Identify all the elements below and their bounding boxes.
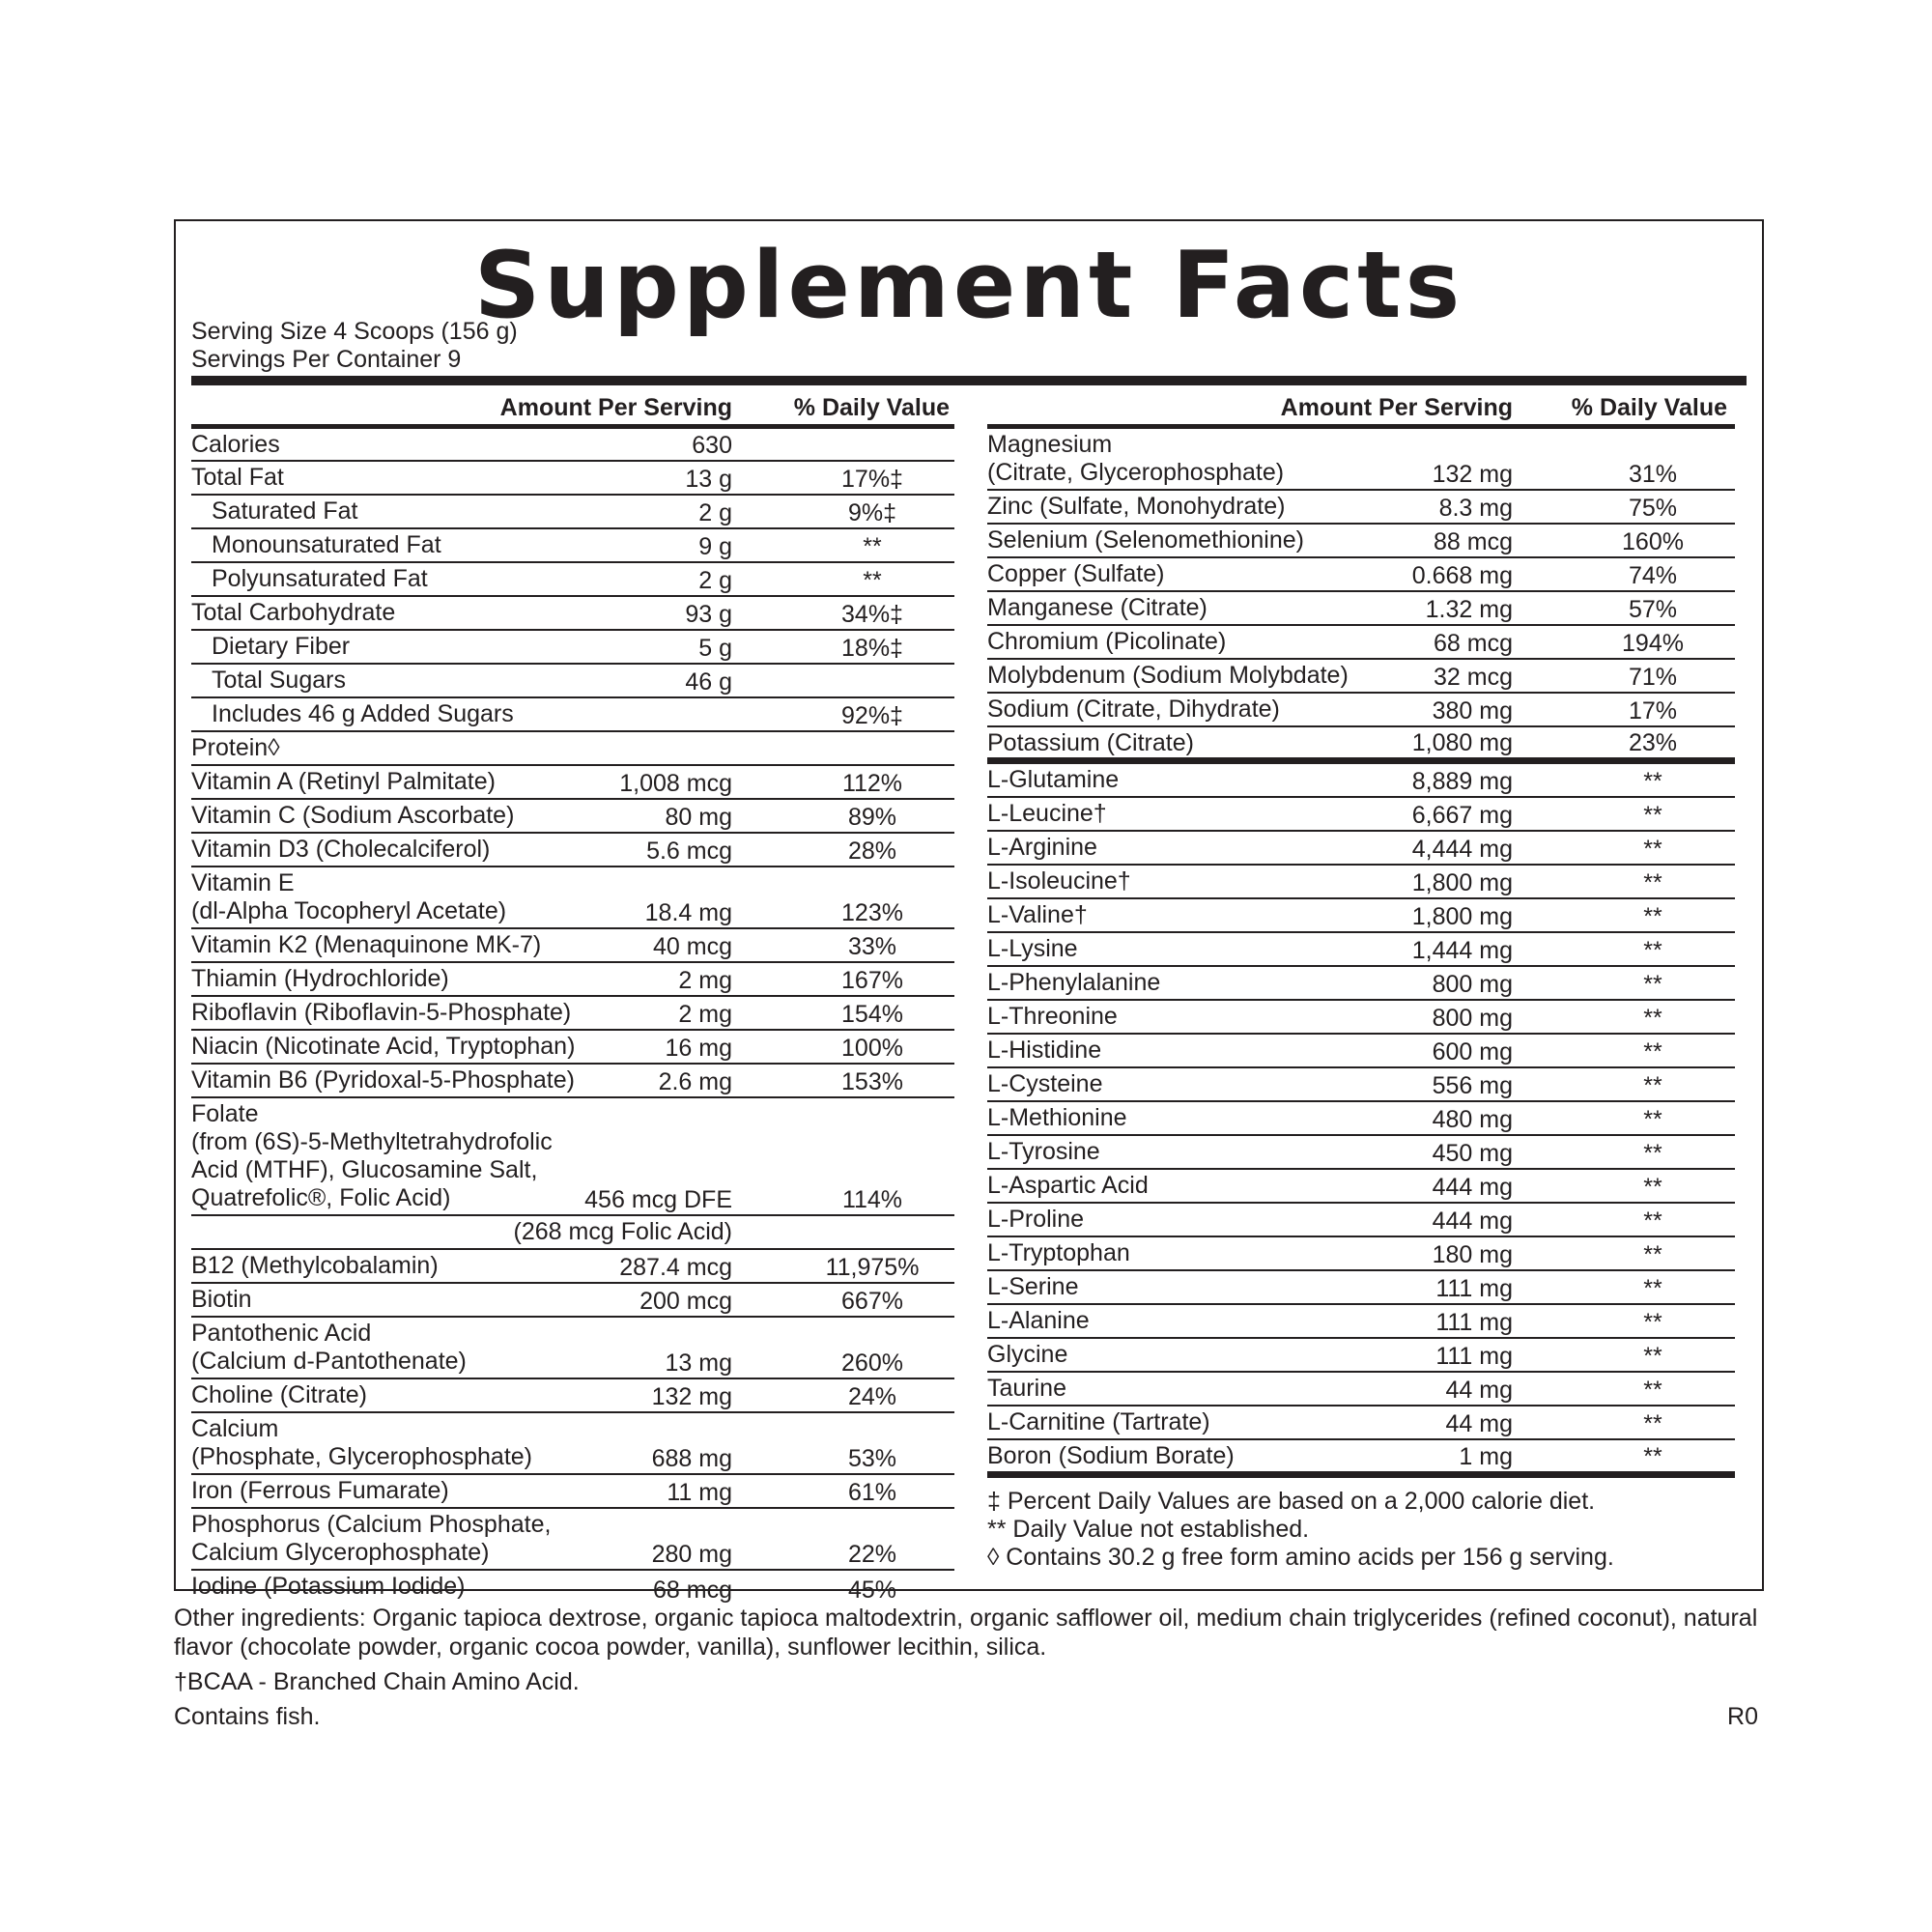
nutrient-amount: 200 mcg xyxy=(639,1288,732,1315)
nutrient-row xyxy=(987,1035,1735,1068)
nutrient-name: Vitamin B6 (Pyridoxal-5-Phosphate) xyxy=(191,1066,575,1094)
nutrient-row xyxy=(987,429,1735,491)
nutrient-name: L-Leucine† xyxy=(987,800,1107,827)
nutrient-amount: 6,667 mg xyxy=(1411,802,1513,829)
nutrient-daily-value: ** xyxy=(1643,869,1662,896)
nutrient-daily-value: ** xyxy=(1643,1038,1662,1065)
nutrient-name: Taurine xyxy=(987,1375,1066,1402)
nutrient-amount: 40 mcg xyxy=(653,933,732,960)
nutrient-row xyxy=(191,732,954,766)
nutrient-daily-value: 53% xyxy=(847,1445,897,1472)
supplement-facts-panel xyxy=(174,219,1764,1604)
nutrient-amount: 1,444 mg xyxy=(1411,937,1513,964)
nutrient-row xyxy=(987,1339,1735,1373)
nutrient-daily-value: ** xyxy=(863,533,882,560)
left-column xyxy=(191,391,954,1605)
nutrient-row xyxy=(987,558,1735,592)
nutrient-row xyxy=(987,933,1735,967)
nutrient-daily-value: ** xyxy=(1643,1443,1662,1470)
nutrient-row xyxy=(987,1001,1735,1035)
nutrient-daily-value: 114% xyxy=(841,1186,903,1213)
nutrient-daily-value: ** xyxy=(1643,1275,1662,1302)
nutrient-amount: 44 mg xyxy=(1445,1410,1513,1437)
nutrient-row xyxy=(191,800,954,834)
nutrient-name: Selenium (Selenomethionine) xyxy=(987,526,1304,554)
nutrient-amount: 8.3 mg xyxy=(1438,495,1513,522)
nutrient-row xyxy=(191,1379,954,1413)
nutrient-name: Biotin xyxy=(191,1286,252,1313)
nutrient-daily-value: 33% xyxy=(847,933,897,960)
nutrient-name: L-Glutamine xyxy=(987,766,1120,793)
footnotes xyxy=(987,1488,1735,1572)
dv-header: % Daily Value xyxy=(1571,394,1727,421)
nutrient-amount: 480 mg xyxy=(1432,1106,1513,1133)
nutrient-name: Glycine xyxy=(987,1341,1068,1368)
nutrient-name: L-Threonine xyxy=(987,1003,1118,1030)
nutrient-amount: 800 mg xyxy=(1432,1005,1513,1032)
nutrient-row xyxy=(191,462,954,496)
nutrient-amount: 132 mg xyxy=(1432,461,1513,488)
nutrient-row xyxy=(191,1065,954,1098)
nutrient-daily-value: 22% xyxy=(847,1541,897,1568)
nutrient-name: Boron (Sodium Borate) xyxy=(987,1442,1235,1469)
nutrient-daily-value: ** xyxy=(1643,836,1662,863)
left-header xyxy=(191,391,954,424)
top-divider xyxy=(191,376,1747,385)
nutrient-amount: 16 mg xyxy=(665,1035,732,1062)
nutrient-name: Riboflavin (Riboflavin-5-Phosphate) xyxy=(191,999,572,1026)
nutrient-daily-value: ** xyxy=(1643,1241,1662,1268)
nutrient-row xyxy=(987,592,1735,626)
nutrient-name: L-Tryptophan xyxy=(987,1239,1130,1266)
nutrient-row xyxy=(987,1204,1735,1237)
nutrient-row xyxy=(987,1373,1735,1406)
nutrient-daily-value: 28% xyxy=(847,838,897,865)
nutrient-daily-value: 17%‡ xyxy=(841,466,903,493)
nutrient-daily-value: 11,975% xyxy=(825,1254,920,1281)
nutrient-daily-value: 57% xyxy=(1628,596,1678,623)
nutrient-row xyxy=(987,660,1735,694)
nutrient-row xyxy=(987,694,1735,727)
revision-code: R0 xyxy=(1727,1703,1758,1730)
nutrient-amount: 2 mg xyxy=(678,967,732,994)
nutrient-row xyxy=(191,766,954,800)
nutrient-amount: 13 mg xyxy=(665,1350,732,1377)
nutrient-name: Monounsaturated Fat xyxy=(212,531,441,558)
nutrient-row xyxy=(987,1406,1735,1440)
nutrient-daily-value: ** xyxy=(1643,1343,1662,1370)
nutrient-daily-value: 167% xyxy=(841,967,903,994)
footnote: ◊ Contains 30.2 g free form amino acids per 156 g serving. xyxy=(987,1544,1614,1571)
nutrient-name: Total Carbohydrate xyxy=(191,599,396,626)
nutrient-daily-value: 23% xyxy=(1628,729,1678,756)
nutrient-name: Polyunsaturated Fat xyxy=(212,565,428,592)
nutrient-name: (268 mcg Folic Acid) xyxy=(513,1218,732,1245)
panel-title: Supplement Facts xyxy=(473,233,1464,339)
nutrient-amount: 8,889 mg xyxy=(1411,768,1513,795)
nutrient-row xyxy=(191,1284,954,1318)
nutrient-amount: 444 mg xyxy=(1432,1174,1513,1201)
other-ingredients: Other ingredients: Organic tapioca dextrose, organic tapioca maltodextrin, organic safflower oil, medium chain triglycerides (refined coconut), natural flavor (chocolate powder, organic cocoa powder, vanilla), sunflower lecithin, silica. xyxy=(174,1605,1758,1661)
nutrient-row xyxy=(191,963,954,997)
nutrient-daily-value: 160% xyxy=(1622,528,1684,555)
nutrient-daily-value: 74% xyxy=(1628,562,1678,589)
allergen-block xyxy=(174,1702,1768,1731)
right-rows xyxy=(987,429,1735,1478)
footnote: ** Daily Value not established. xyxy=(987,1516,1310,1543)
nutrient-amount: 1,080 mg xyxy=(1411,729,1513,756)
nutrient-daily-value: 92%‡ xyxy=(841,702,903,729)
nutrient-row xyxy=(191,1318,954,1379)
nutrient-amount: 93 g xyxy=(685,601,732,628)
nutrient-amount: 280 mg xyxy=(651,1541,732,1568)
nutrient-daily-value: ** xyxy=(1643,768,1662,795)
nutrient-name: Total Sugars xyxy=(212,667,346,694)
nutrient-row xyxy=(987,967,1735,1001)
nutrient-row xyxy=(987,1305,1735,1339)
nutrient-row xyxy=(191,597,954,631)
nutrient-amount: 88 mcg xyxy=(1434,528,1513,555)
nutrient-daily-value: ** xyxy=(1643,1309,1662,1336)
nutrient-row xyxy=(191,1571,954,1605)
nutrient-name: Protein◊ xyxy=(191,734,280,761)
nutrient-name: Dietary Fiber xyxy=(212,633,351,660)
nutrient-name: L-Arginine xyxy=(987,834,1097,861)
nutrient-name: Vitamin K2 (Menaquinone MK-7) xyxy=(191,931,542,958)
dv-header: % Daily Value xyxy=(793,394,950,421)
nutrient-daily-value: 154% xyxy=(841,1001,903,1028)
nutrient-daily-value: 123% xyxy=(841,899,903,926)
left-rows xyxy=(191,429,954,1605)
nutrient-amount: 5.6 mcg xyxy=(646,838,732,865)
nutrient-name: Phosphorus (Calcium Phosphate, Calcium Glycerophosphate) xyxy=(191,1511,552,1566)
nutrient-name: Pantothenic Acid (Calcium d-Pantothenate) xyxy=(191,1320,467,1375)
nutrient-name: Zinc (Sulfate, Monohydrate) xyxy=(987,493,1286,520)
nutrient-amount: 111 mg xyxy=(1435,1343,1513,1370)
nutrient-name: L-Proline xyxy=(987,1206,1085,1233)
nutrient-name: L-Alanine xyxy=(987,1307,1090,1334)
nutrient-row xyxy=(191,1250,954,1284)
nutrient-name: L-Isoleucine† xyxy=(987,867,1131,895)
nutrient-row xyxy=(987,1237,1735,1271)
nutrient-row xyxy=(987,764,1735,798)
nutrient-name: Chromium (Picolinate) xyxy=(987,628,1227,655)
nutrient-daily-value: ** xyxy=(1643,971,1662,998)
nutrient-row xyxy=(191,496,954,529)
nutrient-row xyxy=(987,1271,1735,1305)
nutrient-row xyxy=(987,866,1735,899)
servings-per-container: Servings Per Container 9 xyxy=(191,346,462,373)
nutrient-daily-value: 9%‡ xyxy=(847,499,897,526)
nutrient-row xyxy=(191,429,954,462)
amount-header: Amount Per Serving xyxy=(499,394,732,421)
nutrient-name: L-Valine† xyxy=(987,901,1088,928)
nutrient-amount: 1,800 mg xyxy=(1411,869,1513,896)
nutrient-row xyxy=(191,563,954,597)
nutrient-name: L-Phenylalanine xyxy=(987,969,1161,996)
allergen-statement: Contains fish. xyxy=(174,1703,321,1730)
nutrient-name: L-Cysteine xyxy=(987,1070,1103,1097)
nutrient-daily-value: 153% xyxy=(841,1068,903,1095)
nutrient-name: L-Methionine xyxy=(987,1104,1127,1131)
nutrient-name: Calcium (Phosphate, Glycerophosphate) xyxy=(191,1415,532,1470)
nutrient-daily-value: 89% xyxy=(847,804,897,831)
nutrient-amount: 132 mg xyxy=(651,1383,732,1410)
nutrient-daily-value: ** xyxy=(1643,802,1662,829)
nutrient-name: Folate (from (6S)-5-Methyltetrahydrofolic Acid (MTHF), Glucosamine Salt, Quatrefolic®, Folic Acid) xyxy=(191,1100,553,1211)
nutrient-row xyxy=(191,929,954,963)
nutrient-row xyxy=(191,665,954,698)
nutrient-name: Sodium (Citrate, Dihydrate) xyxy=(987,696,1280,723)
nutrient-amount: 5 g xyxy=(698,635,732,662)
nutrient-amount: 46 g xyxy=(685,668,732,696)
nutrient-name: Potassium (Citrate) xyxy=(987,729,1194,756)
nutrient-row xyxy=(191,1413,954,1475)
nutrient-daily-value: 194% xyxy=(1622,630,1684,657)
nutrient-daily-value: 71% xyxy=(1628,664,1678,691)
nutrient-name: Vitamin A (Retinyl Palmitate) xyxy=(191,768,496,795)
nutrient-name: L-Carnitine (Tartrate) xyxy=(987,1408,1210,1435)
nutrient-amount: 111 mg xyxy=(1435,1309,1513,1336)
nutrient-daily-value: 17% xyxy=(1628,697,1678,724)
nutrient-name: Magnesium (Citrate, Glycerophosphate) xyxy=(987,431,1285,486)
nutrient-row xyxy=(987,525,1735,558)
nutrient-daily-value: 31% xyxy=(1628,461,1678,488)
nutrient-daily-value: ** xyxy=(1643,1140,1662,1167)
nutrient-daily-value: 18%‡ xyxy=(841,635,903,662)
nutrient-amount: 80 mg xyxy=(665,804,732,831)
nutrient-name: L-Aspartic Acid xyxy=(987,1172,1149,1199)
nutrient-name: L-Tyrosine xyxy=(987,1138,1100,1165)
nutrient-row xyxy=(191,1216,954,1250)
nutrient-daily-value: ** xyxy=(1643,1174,1662,1201)
nutrient-name: Total Fat xyxy=(191,464,284,491)
nutrient-name: Niacin (Nicotinate Acid, Tryptophan) xyxy=(191,1033,576,1060)
nutrient-daily-value: ** xyxy=(1643,1377,1662,1404)
nutrient-amount: 2 mg xyxy=(678,1001,732,1028)
nutrient-row xyxy=(191,698,954,732)
nutrient-row xyxy=(191,1509,954,1571)
nutrient-name: Thiamin (Hydrochloride) xyxy=(191,965,449,992)
nutrient-daily-value: 75% xyxy=(1628,495,1678,522)
nutrient-daily-value: ** xyxy=(1643,937,1662,964)
nutrient-amount: 111 mg xyxy=(1435,1275,1513,1302)
nutrient-daily-value: ** xyxy=(1643,1410,1662,1437)
nutrient-amount: 44 mg xyxy=(1445,1377,1513,1404)
nutrient-name: Includes 46 g Added Sugars xyxy=(212,700,514,727)
nutrient-row xyxy=(987,1102,1735,1136)
nutrient-amount: 68 mcg xyxy=(653,1577,732,1604)
nutrient-row xyxy=(987,1170,1735,1204)
nutrient-name: Vitamin E (dl-Alpha Tocopheryl Acetate) xyxy=(191,869,507,924)
nutrient-amount: 1,008 mcg xyxy=(619,770,732,797)
nutrient-amount: 180 mg xyxy=(1432,1241,1513,1268)
nutrient-name: Saturated Fat xyxy=(212,497,358,525)
nutrient-row xyxy=(987,1136,1735,1170)
nutrient-name: Copper (Sulfate) xyxy=(987,560,1165,587)
amount-header: Amount Per Serving xyxy=(1280,394,1513,421)
nutrient-daily-value: ** xyxy=(1643,1005,1662,1032)
nutrient-amount: 11 mg xyxy=(667,1479,732,1506)
nutrient-amount: 556 mg xyxy=(1432,1072,1513,1099)
nutrient-name: Iron (Ferrous Fumarate) xyxy=(191,1477,449,1504)
nutrient-name: B12 (Methylcobalamin) xyxy=(191,1252,439,1279)
nutrient-daily-value: 260% xyxy=(841,1350,903,1377)
right-header xyxy=(987,391,1735,424)
nutrient-daily-value: 667% xyxy=(841,1288,903,1315)
nutrient-daily-value: ** xyxy=(1643,1072,1662,1099)
nutrient-daily-value: ** xyxy=(863,567,882,594)
nutrient-amount: 9 g xyxy=(698,533,732,560)
nutrient-amount: 800 mg xyxy=(1432,971,1513,998)
serving-size: Serving Size 4 Scoops (156 g) xyxy=(191,318,518,345)
nutrient-row xyxy=(191,997,954,1031)
nutrient-amount: 2 g xyxy=(698,499,732,526)
nutrient-amount: 32 mcg xyxy=(1434,664,1513,691)
bcaa-note: †BCAA - Branched Chain Amino Acid. xyxy=(174,1668,580,1695)
nutrient-name: L-Serine xyxy=(987,1273,1079,1300)
nutrient-name: Molybdenum (Sodium Molybdate) xyxy=(987,662,1349,689)
nutrient-amount: 18.4 mg xyxy=(644,899,732,926)
nutrient-daily-value: ** xyxy=(1643,1208,1662,1235)
nutrient-amount: 1.32 mg xyxy=(1425,596,1513,623)
nutrient-amount: 2 g xyxy=(698,567,732,594)
nutrient-row xyxy=(191,1475,954,1509)
nutrient-row xyxy=(191,529,954,563)
nutrient-amount: 13 g xyxy=(685,466,732,493)
nutrient-row xyxy=(987,1440,1735,1478)
serving-info xyxy=(191,318,518,374)
nutrient-amount: 4,444 mg xyxy=(1411,836,1513,863)
nutrient-amount: 287.4 mcg xyxy=(619,1254,732,1281)
nutrient-row xyxy=(987,1068,1735,1102)
nutrient-name: Choline (Citrate) xyxy=(191,1381,368,1408)
nutrient-row xyxy=(191,867,954,929)
nutrient-row xyxy=(191,1098,954,1216)
nutrient-row xyxy=(191,1031,954,1065)
nutrient-amount: 688 mg xyxy=(651,1445,732,1472)
nutrient-amount: 380 mg xyxy=(1432,697,1513,724)
nutrient-name: Vitamin C (Sodium Ascorbate) xyxy=(191,802,515,829)
nutrient-daily-value: 61% xyxy=(847,1479,897,1506)
nutrient-row xyxy=(191,834,954,867)
nutrient-row xyxy=(987,832,1735,866)
nutrient-name: Vitamin D3 (Cholecalciferol) xyxy=(191,836,491,863)
nutrient-daily-value: 34%‡ xyxy=(841,601,903,628)
nutrient-name: L-Histidine xyxy=(987,1037,1102,1064)
nutrient-daily-value: ** xyxy=(1643,903,1662,930)
nutrient-row xyxy=(987,798,1735,832)
nutrient-amount: 630 xyxy=(692,432,732,459)
nutrient-amount: 68 mcg xyxy=(1434,630,1513,657)
nutrient-daily-value: 100% xyxy=(841,1035,903,1062)
right-column xyxy=(987,391,1735,1572)
nutrient-name: Iodine (Potassium Iodide) xyxy=(191,1573,466,1600)
nutrient-amount: 1,800 mg xyxy=(1411,903,1513,930)
nutrient-row xyxy=(191,631,954,665)
nutrient-amount: 444 mg xyxy=(1432,1208,1513,1235)
nutrient-amount: 1 mg xyxy=(1459,1443,1513,1470)
nutrient-row xyxy=(987,626,1735,660)
nutrient-amount: 2.6 mg xyxy=(658,1068,732,1095)
nutrient-row xyxy=(987,899,1735,933)
nutrient-amount: 456 mcg DFE xyxy=(584,1186,732,1213)
nutrient-daily-value: 24% xyxy=(847,1383,897,1410)
nutrient-name: Manganese (Citrate) xyxy=(987,594,1208,621)
nutrient-amount: 0.668 mg xyxy=(1411,562,1513,589)
nutrient-amount: 450 mg xyxy=(1432,1140,1513,1167)
nutrient-name: Calories xyxy=(191,431,280,458)
nutrient-daily-value: ** xyxy=(1643,1106,1662,1133)
nutrient-amount: 600 mg xyxy=(1432,1038,1513,1065)
nutrient-row xyxy=(987,491,1735,525)
nutrient-daily-value: 112% xyxy=(841,770,903,797)
footnote: ‡ Percent Daily Values are based on a 2,000 calorie diet. xyxy=(987,1488,1596,1515)
nutrient-name: L-Lysine xyxy=(987,935,1078,962)
nutrient-daily-value: 45% xyxy=(847,1577,897,1604)
nutrient-row xyxy=(987,727,1735,764)
